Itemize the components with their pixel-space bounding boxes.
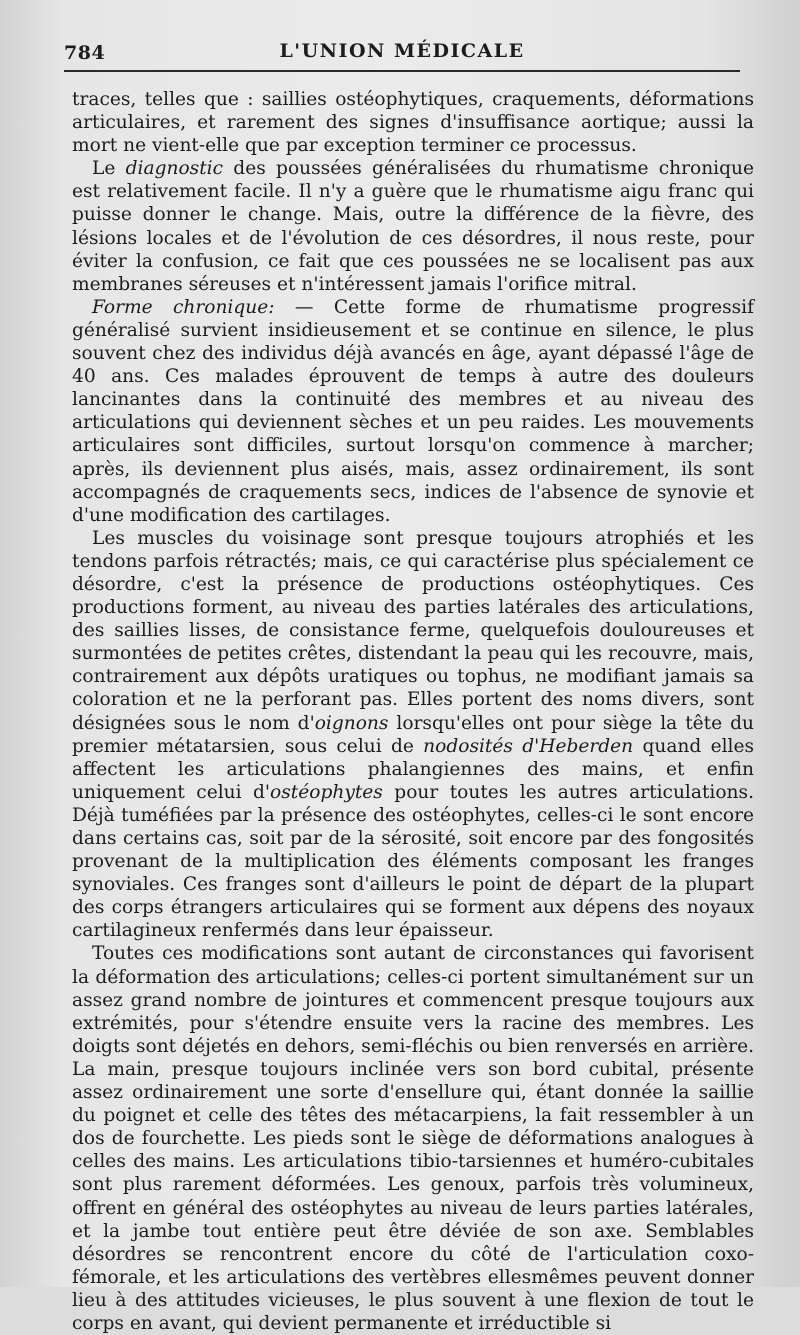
header-rule <box>64 70 740 72</box>
italic-text: nodosités d'Heberden <box>423 735 634 757</box>
running-title: L'UNION MÉDICALE <box>279 40 525 62</box>
page-header <box>64 36 740 76</box>
paragraph <box>72 942 754 1335</box>
italic-text: ostéophytes <box>270 781 383 803</box>
body-text <box>72 88 754 1335</box>
paragraph <box>72 527 754 943</box>
italic-text: oignons <box>314 712 389 734</box>
italic-text: Forme chronique: <box>92 296 275 318</box>
text-run: Toutes ces modifications sont autant de circonstances qui favorisent la déformation des articulations; celles-ci portent simultanément sur un assez grand nombre de jointures et commencent presque toujours aux extrémités, pour s'étendre ensuite vers la racine des membres. Les doigts sont déjetés en dehors, semi-fléchis ou bien renversés en arrière. La main, presque toujours inclinée vers son bord cubital, présente assez ordinairement une sorte d'ensellure qui, étant donnée la saillie du poignet et celle des têtes des métacarpiens, la fait ressembler à un dos de fourchette. Les pieds sont le siège de déformations analogues à celles des mains. Les articulations tibio-tarsiennes et huméro-cubitales sont plus rarement déformées. Les genoux, parfois très volumineux, offrent en général des ostéophytes au niveau de leurs parties latérales, et la jambe tout entière peut être déviée de son axe. Semblables désordres se rencontrent encore du côté de l'articulation coxo-fémorale, et les articulations des vertèbres ellesmêmes peuvent donner lieu à des attitudes vicieuses, le plus souvent à une flexion de tout le corps en avant, qui devient permanente et irréductible si <box>72 943 754 1334</box>
text-run: lorsqu'elles ont pour siège la tête du premier métatarsien, sous celui de <box>72 712 754 757</box>
paragraph <box>72 296 754 527</box>
page-number: 784 <box>64 42 106 64</box>
text-run: traces, telles que : saillies ostéophytiques, craquements, déformations articulaires, et rarement des signes d'insuffisance aortique; aussi la mort ne vient-elle que par exception terminer ce processus. <box>72 89 754 157</box>
text-run: Les muscles du voisinage sont presque toujours atrophiés et les tendons parfois rétractés; mais, ce qui caractérise plus spécialement ce désordre, c'est la présence de productions ostéophytiques. Ces productions forment, au niveau des parties latérales des articulations, des saillies lisses, de consistance ferme, quelquefois douloureuses et surmontées de petites crêtes, distendant la peau qui les recouvre, mais, contrairement aux dépôts uratiques ou tophus, ne modifiant jamais sa coloration et ne la perforant pas. Elles portent des noms divers, sont désignées sous le nom d' <box>72 527 754 734</box>
text-run: — Cette forme de rhumatisme progressif généralisé survient insidieusement et se continue en silence, le plus souvent chez des individus déjà avancés en âge, ayant dépassé l'âge de 40 ans. Ces malades éprouvent de temps à autre des douleurs lancinantes dans la continuité des membres et au niveau des articulations qui deviennent sèches et un peu raides. Les mouvements articulaires sont difficiles, surtout lorsqu'on commence à marcher; après, ils deviennent plus aisés, mais, assez ordinairement, ils sont accompagnés de craquements secs, indices de l'absence de synovie et d'une modification des cartilages. <box>72 296 754 526</box>
italic-text: diagnostic <box>125 158 224 180</box>
text-run: quand elles affectent les articulations phalangiennes des mains, et enfin uniquement celui d' <box>72 735 755 803</box>
paragraph <box>72 88 754 157</box>
text-run: des poussées généralisées du rhumatisme chronique est relativement facile. Il n'y a guère que le rhumatisme aigu franc qui puisse donner le change. Mais, outre la différence de la fièvre, des lésions locales et de l'évolution de ces désordres, il nous reste, pour éviter la confusion, ce fait que ces poussées ne se localisent pas aux membranes séreuses et n'intéressent jamais l'orifice mitral. <box>72 158 755 295</box>
text-run: Le <box>92 158 126 180</box>
text-run: pour toutes les autres articulations. Déjà tuméfiées par la présence des ostéophytes, celles-ci le sont encore dans certains cas, soit par de la sérosité, soit encore par des fongosités provenant de la multiplication des éléments composant les franges synoviales. Ces franges sont d'ailleurs le point de départ de la plupart des corps étrangers articulaires qui se forment aux dépens des noyaux cartilagineux renfermés dans leur épaisseur. <box>72 781 754 942</box>
paragraph <box>72 157 754 296</box>
